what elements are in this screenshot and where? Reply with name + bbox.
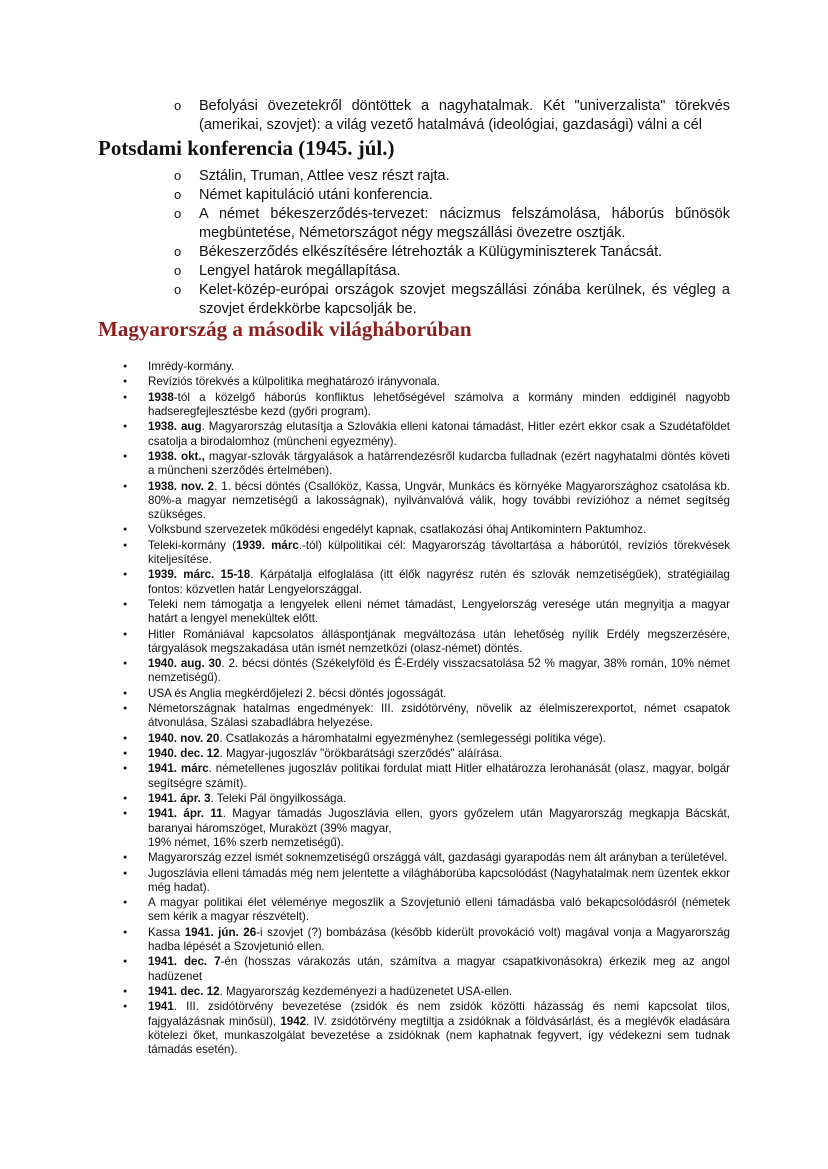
date-emphasis: 1940. nov. 20	[148, 731, 220, 745]
list-item	[123, 687, 730, 701]
item-text: Németországnak hatalmas engedmények: III. zsidótörvény, növelik az élelmiszerexportot, német csapatok átvonulása, Szálasi szabadlábra helyezése.	[148, 702, 730, 730]
list-item	[123, 702, 730, 730]
list-item: o A német békeszerződés-tervezet: nácizmus felszámolása, háborús bűnösök megbüntetése, Németországot négy megszállási övezetre osztják.	[174, 205, 730, 243]
top-list	[174, 97, 730, 135]
list-item	[123, 375, 730, 389]
list-item: o Német kapituláció utáni konferencia.	[174, 186, 730, 205]
list-item	[123, 598, 730, 626]
list-item: o Lengyel határok megállapítása.	[174, 262, 730, 281]
date-emphasis: 1940. dec. 12	[148, 747, 220, 761]
date-emphasis: 1941. dec. 12	[148, 985, 220, 999]
list-item	[123, 450, 730, 478]
item-text: Magyarország ezzel ismét soknemzetiségű országgá vált, gazdasági gyarapodás nem ált arányban a területével.	[148, 851, 728, 865]
item-text: . Magyarország kezdeményezi a hadüzenetet USA-ellen.	[219, 985, 513, 999]
item-text: . Csatlakozás a háromhatalmi egyezményhez (semlegességi politika vége).	[219, 731, 606, 745]
date-emphasis: 1938. okt.,	[148, 449, 205, 463]
ww2-heading: Magyarország a második világháborúban	[98, 317, 472, 341]
item-text: . Magyarország elutasítja a Szlovákia elleni katonai támadást, Hitler ezért ekkor csak a Szudétaföldet csatolja a birodalomhoz (müncheni egyezmény).	[148, 420, 730, 448]
list-item	[123, 568, 730, 596]
item-text: . Kárpátalja elfoglalása (itt élők nagyrész rutén és szlovák nemzetiségűek), stratégiailag fontos: közvetlen határ Lengyelországgal.	[148, 568, 731, 596]
list-item	[123, 539, 730, 567]
item-text: . III. zsidótörvény bevezetése (zsidók és nem zsidók közötti házasság és nemi kapcsolat tilos, fajgyalázásnak minősül),	[148, 1000, 730, 1028]
date-emphasis: 1941. jún. 26	[184, 925, 257, 939]
date-emphasis: 1941	[148, 1000, 174, 1014]
list-item	[123, 480, 730, 523]
list-item	[123, 985, 730, 999]
list-item	[123, 391, 730, 419]
list-item	[123, 360, 730, 374]
list-item	[123, 732, 730, 746]
item-text: . Teleki Pál öngyilkossága.	[210, 792, 347, 806]
item-text: Kassa	[148, 925, 185, 939]
item-text: . 1. bécsi döntés (Csallóköz, Kassa, Ungvár, Munkács és környéke Magyarországhoz csatolása kb. 80%-a magyar nemzetiségű a lakosságnak), nyilvánvalóvá válik, hogy további revízióhoz a német segítség szükséges.	[148, 479, 731, 521]
date-emphasis: 1938. nov. 2	[148, 479, 215, 493]
item-text: . németellenes jugoszláv politikai fordulat miatt Hitler elhatározza lerohanását (olasz, magyar, bolgár segítségre számít).	[148, 762, 730, 790]
item-text: magyar-szlovák tárgyalások a határrendezésről kudarcba fulladnak (ezért nagyhatalmi döntés követi a müncheni szerződés értelmében).	[148, 449, 730, 478]
list-item: o Sztálin, Truman, Attlee vesz részt rajta.	[174, 167, 730, 186]
date-emphasis: 1942	[280, 1014, 307, 1028]
list-item	[123, 867, 730, 895]
list-item	[123, 792, 730, 806]
date-emphasis: 1941. dec. 7	[148, 955, 221, 969]
item-text: . Magyar-jugoszláv "örökbarátsági szerződés" aláírása.	[219, 747, 503, 761]
list-item	[123, 762, 730, 790]
list-item	[123, 896, 730, 924]
item-text: 19% német, 16% szerb nemzetiségű).	[148, 835, 344, 849]
date-emphasis: 1938	[148, 390, 174, 404]
item-text: -i szovjet (?) bombázása (később kiderült provokáció volt) magával vonja a Magyarország hadba lépését a Szovjetunió ellen.	[148, 925, 731, 954]
list-item: o Kelet-közép-európai országok szovjet megszállási zónába kerülnek, és végleg a szovjet érdekkörbe kapcsolják be.	[174, 281, 730, 319]
item-text: Teleki nem támogatja a lengyelek elleni német támadást, Lengyelország veresége után megnyitja a magyar határt a lengyel menekültek előtt.	[148, 597, 730, 626]
item-text: -én (hosszas várakozás után, számítva a magyar csapatkivonásokra) érkezik meg az angol hadüzenet	[148, 955, 730, 983]
list-item: o Békeszerződés elkészítésére létrehozták a Külügyminiszterek Tanácsát.	[174, 243, 730, 262]
date-emphasis: 1941. ápr. 11	[148, 807, 223, 821]
list-item	[123, 926, 730, 954]
item-text: Teleki-kormány (	[148, 538, 236, 552]
date-emphasis: 1938. aug	[148, 420, 202, 434]
list-item	[123, 628, 730, 656]
potsdam-list	[174, 167, 730, 319]
item-text: Jugoszlávia elleni támadás még nem jelentette a világháborúba kapcsolódást (Nagyhatalmak nem üzentek ekkor még hadat).	[148, 866, 730, 894]
item-text: Imrédy-kormány.	[148, 360, 235, 373]
date-emphasis: 1941. ápr. 3	[148, 792, 211, 806]
potsdam-heading: Potsdami konferencia (1945. júl.)	[98, 136, 395, 160]
list-item	[123, 523, 730, 537]
item-text: . IV. zsidótörvény megtiltja a zsidóknak a földvásárlást, és a meglévők eladására kötelezi őket, munkaszolgálat bevezetése a zsidóknak (nem kaphatnak fegyvert, így védekezni sem tudnak támadás esetén).	[148, 1014, 730, 1057]
list-item	[123, 420, 730, 448]
list-item	[123, 657, 730, 685]
item-text: USA és Anglia megkérdőjelezi 2. bécsi döntés jogosságát.	[148, 686, 447, 700]
item-text: Volksbund szervezetek működési engedélyt kapnak, csatlakozási óhaj Antikomintern Paktumhoz.	[148, 523, 647, 537]
list-item	[123, 747, 730, 761]
list-item: o Befolyási övezetekről döntöttek a nagyhatalmak. Két "univerzalista" törekvés (amerikai, szovjet): a világ vezető hatalmává (ideológiai, gazdasági) válni a cél	[174, 97, 730, 135]
item-text: -tól a közelgő háborús konfliktus lehetőségével számolva a kormány minden eddiginél nagyobb hadseregfejlesztésbe kezd (győri program).	[148, 390, 730, 418]
date-emphasis: 1939. márc	[235, 538, 299, 552]
item-text: A magyar politikai élet véleménye megoszlik a Szovjetunió elleni támadásba való bekapcsolódásról (németek sem kérik a magyar részvételt).	[148, 896, 730, 924]
item-text: . Magyar támadás Jugoszlávia ellen, gyors győzelem után Magyarország megkapja Bácskát, baranyai háromszöget, Muraközt (39% magyar,	[148, 807, 730, 835]
list-item	[123, 851, 730, 865]
date-emphasis: 1941. márc	[148, 762, 209, 776]
date-emphasis: 1939. márc. 15-18	[148, 568, 251, 582]
item-text: . 2. bécsi döntés (Székelyföld és É-Erdély visszacsatolása 52 % magyar, 38% román, 10% német nemzetiségű).	[148, 657, 730, 685]
list-item	[123, 955, 730, 983]
ww2-list	[123, 360, 730, 1058]
list-item	[123, 807, 730, 850]
item-text: Hitler Romániával kapcsolatos álláspontjának megváltozása után lehetőség nyílik Erdély megszerzésére, tárgyalások megszakadása után ismét nemzetközi (olasz-német) döntés.	[148, 627, 730, 655]
list-item	[123, 1000, 730, 1057]
date-emphasis: 1940. aug. 30	[148, 657, 222, 671]
item-text: Revíziós törekvés a külpolitika meghatározó irányvonala.	[148, 375, 440, 389]
item-text: .-tól) külpolitikai cél: Magyarország távoltartása a háborútól, revíziós törekvések kiteljesítése.	[148, 538, 730, 566]
